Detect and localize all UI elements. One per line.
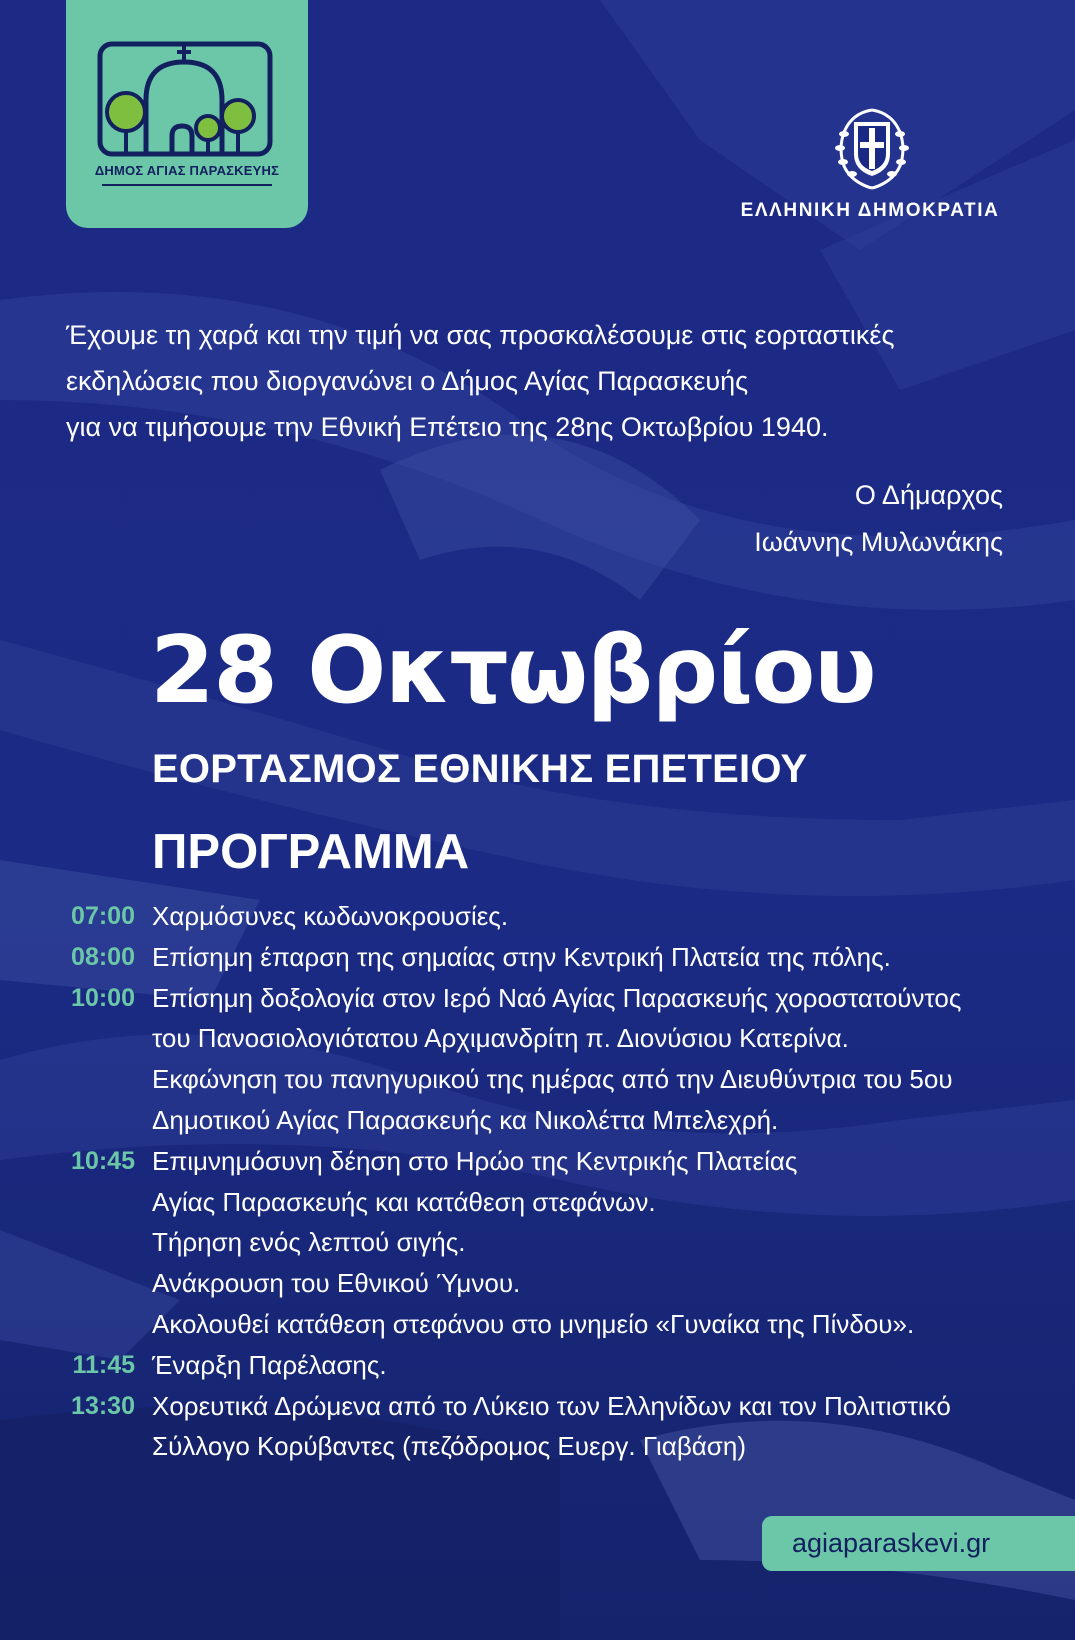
schedule-description	[152, 1141, 914, 1345]
event-schedule	[0, 896, 1075, 1467]
subtitle: ΕΟΡΤΑΣΜΟΣ ΕΘΝΙΚΗΣ ΕΠΕΤΕΙΟΥ	[152, 747, 808, 791]
schedule-line: Σύλλογο Κορύβαντες (πεζόδρομος Ευεργ. Γιαβάση)	[152, 1431, 746, 1462]
schedule-time: 10:45	[71, 1146, 135, 1175]
schedule-time: 13:30	[71, 1391, 135, 1420]
website-link[interactable]: agiaparaskevi.gr	[762, 1516, 1075, 1571]
signature-name: Ιωάννης Μυλωνάκης	[754, 527, 1003, 557]
program-heading: ΠΡΟΓΡΑΜΜΑ	[152, 825, 470, 879]
schedule-time: 07:00	[71, 902, 135, 930]
greek-republic-label: ΕΛΛΗΝΙΚΗ ΔΗΜΟΚΡΑΤΙΑ	[740, 200, 1000, 221]
schedule-line: Επίσημη δοξολογία στον Ιερό Ναό Αγίας Παρασκευής χοροστατούντος	[152, 982, 962, 1013]
signature-role: Ο Δήμαρχος	[854, 480, 1003, 510]
schedule-time: 08:00	[71, 942, 135, 971]
schedule-time: 11:45	[72, 1350, 135, 1379]
schedule-description	[152, 1345, 387, 1386]
schedule-row	[0, 896, 1075, 937]
schedule-description	[152, 978, 961, 1141]
schedule-line: Ανάκρουση του Εθνικού Ύμνου.	[152, 1268, 521, 1299]
schedule-line: του Πανοσιολογιότατου Αρχιμανδρίτη π. Διονύσιου Κατερίνα.	[152, 1023, 849, 1054]
schedule-line: Έναρξη Παρέλασης.	[152, 1349, 387, 1380]
logo-underline	[102, 184, 272, 186]
schedule-line: Τήρηση ενός λεπτού σιγής.	[152, 1227, 466, 1258]
schedule-line: Ακολουθεί κατάθεση στεφάνου στο μνημείο «Γυναίκα της Πίνδου».	[152, 1308, 915, 1339]
municipality-logo-text: ΔΗΜΟΣ ΑΓΙΑΣ ΠΑΡΑΣΚΕΥΗΣ	[94, 163, 280, 178]
schedule-row	[0, 1386, 1075, 1468]
invitation-line: εκδηλώσεις που διοργανώνει ο Δήμος Αγίας Παρασκευής	[66, 366, 749, 396]
invitation-line: Έχουμε τη χαρά και την τιμή να σας προσκαλέσουμε στις εορταστικές	[66, 320, 895, 350]
schedule-line: Δημοτικού Αγίας Παρασκευής κα Νικολέττα Μπελεχρή.	[152, 1104, 779, 1135]
church-trees-logo-icon	[96, 40, 278, 158]
schedule-row	[0, 1141, 1075, 1345]
schedule-description	[152, 1386, 951, 1468]
schedule-line: Χορευτικά Δρώμενα από το Λύκειο των Ελληνίδων και τον Πολιτιστικό	[152, 1390, 951, 1421]
schedule-line: Επιμνημόσυνη δέηση στο Ηρώο της Κεντρικής Πλατείας	[152, 1145, 798, 1176]
schedule-row	[0, 978, 1075, 1141]
schedule-description	[152, 896, 508, 937]
schedule-row	[0, 937, 1075, 978]
mayor-signature	[754, 472, 1003, 566]
main-title: 28 Οκτωβρίου	[150, 616, 876, 724]
greek-coat-of-arms-icon	[830, 104, 914, 192]
schedule-time: 10:00	[71, 983, 135, 1012]
schedule-row	[0, 1345, 1075, 1386]
invitation-line: για να τιμήσουμε την Εθνική Επέτειο της 28ης Οκτωβρίου 1940.	[66, 412, 829, 442]
schedule-line: Χαρμόσυνες κωδωνοκρουσίες.	[152, 901, 509, 931]
schedule-description	[152, 937, 891, 978]
municipality-logo	[66, 0, 308, 228]
schedule-line: Αγίας Παρασκευής και κατάθεση στεφάνων.	[152, 1186, 656, 1217]
schedule-line: Επίσημη έπαρση της σημαίας στην Κεντρική Πλατεία της πόλης.	[152, 941, 891, 972]
schedule-line: Εκφώνηση του πανηγυρικού της ημέρας από την Διευθύντρια του 5ου	[152, 1064, 953, 1095]
invitation-text	[66, 312, 1026, 450]
